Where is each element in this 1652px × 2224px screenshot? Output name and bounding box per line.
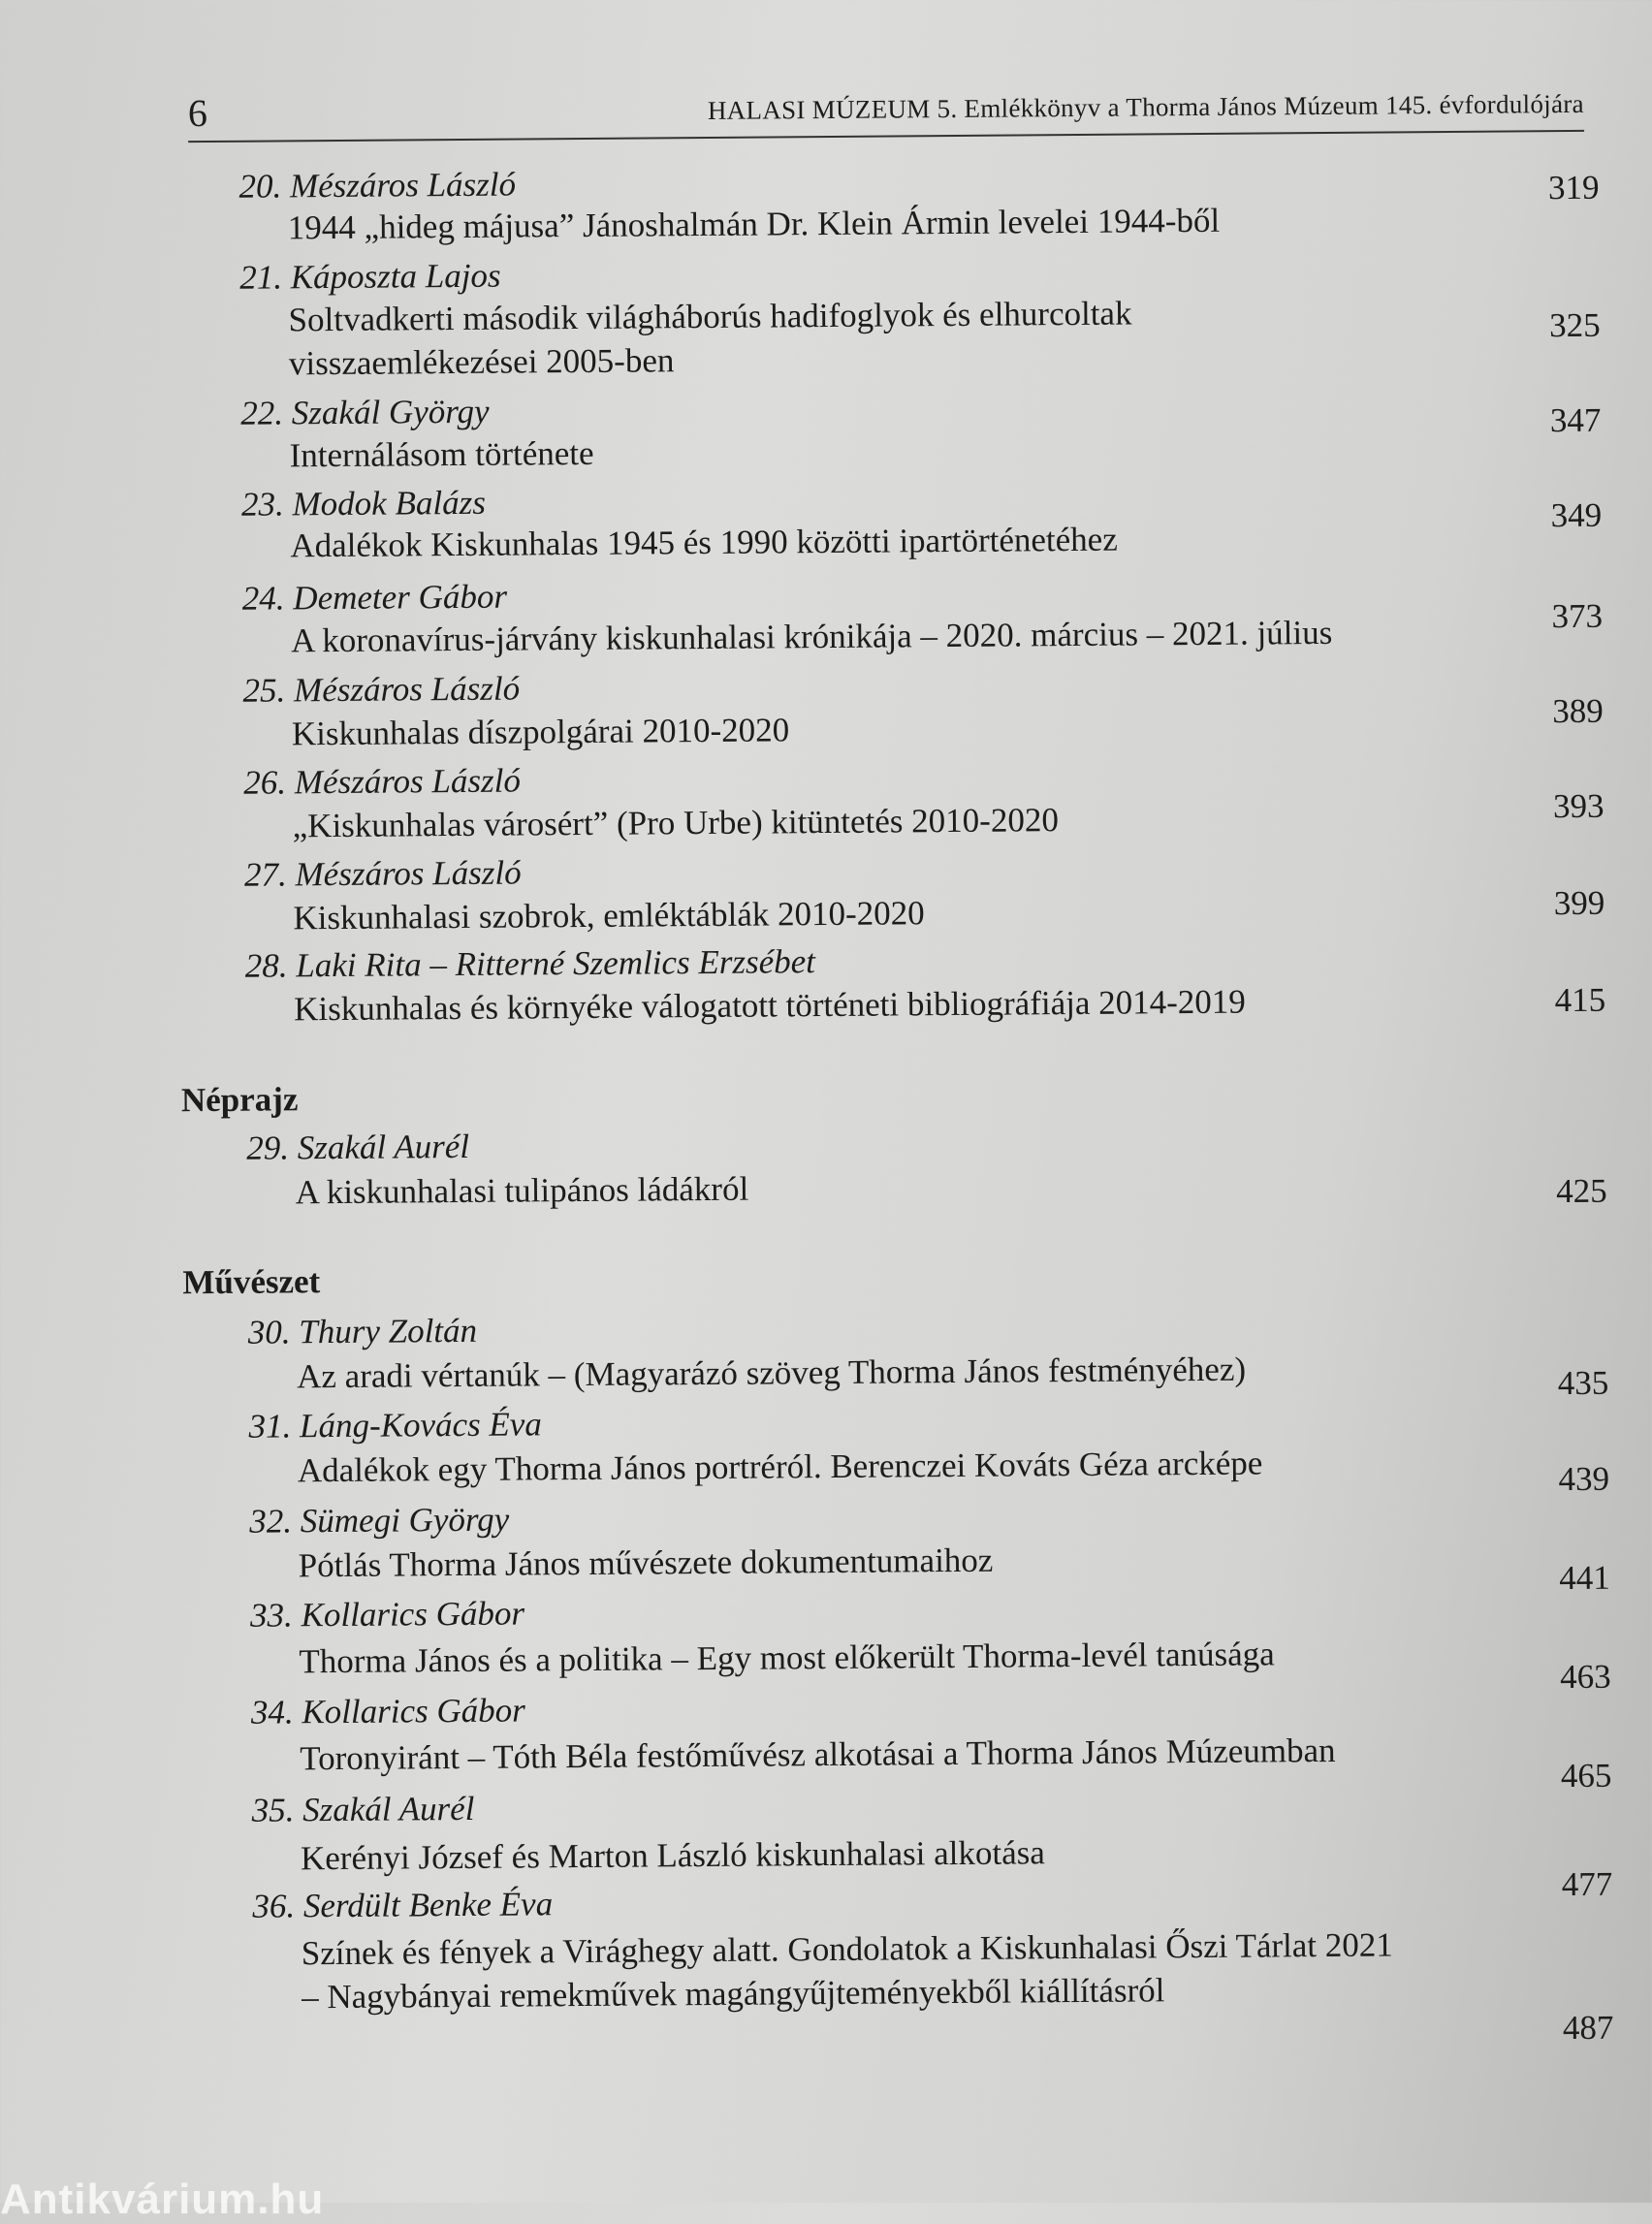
entry-title-line: – Nagybányai remekművek magángyűjteményekből kiállításról xyxy=(302,1971,1165,2017)
entry-author: 32. Sümegi György xyxy=(249,1500,510,1541)
entry-title-line: „Kiskunhalas városért” (Pro Urbe) kitüntetés 2010-2020 xyxy=(292,801,1060,845)
section-heading-neprajz: Néprajz xyxy=(180,1080,299,1120)
entry-author: 31. Láng-Kovács Éva xyxy=(248,1405,543,1446)
entry-page: 349 xyxy=(1550,495,1603,535)
entry-page: 463 xyxy=(1559,1657,1611,1697)
entry-title-line: Kiskunhalasi szobrok, emléktáblák 2010-2020 xyxy=(293,894,925,937)
entry-page: 465 xyxy=(1560,1756,1612,1795)
page-number: 6 xyxy=(187,91,208,136)
entry-title-line: Soltvadkerti második világháborús hadifoglyok és elhurcoltak xyxy=(288,294,1132,339)
entry-title-line: Kerényi József és Marton László kiskunhalasi alkotása xyxy=(300,1833,1046,1878)
entry-title-line: A kiskunhalasi tulipános ládákról xyxy=(295,1169,749,1212)
entry-title xyxy=(293,886,1543,939)
entry-page: 441 xyxy=(1559,1558,1610,1598)
running-title: HALASI MÚZEUM 5. Emlékkönyv a Thorma János Múzeum 145. évfordulójára xyxy=(707,88,1584,125)
entry-page: 325 xyxy=(1549,305,1601,345)
entry-title-line: Adalékok egy Thorma János portréról. Berenczei Kováts Géza arcképe xyxy=(297,1444,1263,1490)
entry-title xyxy=(288,196,1539,249)
entry-author: 23. Modok Balázs xyxy=(240,483,487,524)
entry-title-line: Kiskunhalas és környéke válogatott történeti bibliográfiája 2014-2019 xyxy=(294,982,1246,1029)
entry-title-line: Pótlás Thorma János művészete dokumentumaihoz xyxy=(298,1541,994,1585)
entry-title xyxy=(292,702,1542,755)
entry-title xyxy=(295,1160,1545,1214)
entry-title xyxy=(291,609,1541,662)
entry-title-line: Thorma János és a politika – Egy most előkerült Thorma-levél tanúsága xyxy=(299,1635,1275,1681)
entry-page: 439 xyxy=(1558,1459,1610,1499)
entry-title-line: Az aradi vértanúk – (Magyarázó szöveg Thorma János festményéhez) xyxy=(296,1350,1247,1396)
entry-author: 27. Mészáros László xyxy=(243,853,522,894)
entry-title-line: Internálásom története xyxy=(289,433,594,475)
entry-title xyxy=(298,1439,1548,1492)
entry-author: 20. Mészáros László xyxy=(238,165,517,206)
entry-author: 34. Kollarics Gábor xyxy=(250,1691,525,1732)
entry-page: 415 xyxy=(1554,980,1606,1020)
entry-title-line: Toronyiránt – Tóth Béla festőművész alkotásai a Thorma János Múzeumban xyxy=(300,1731,1336,1778)
entry-title xyxy=(290,514,1541,567)
entry-author: 26. Mészáros László xyxy=(243,761,522,802)
entry-title xyxy=(298,1534,1548,1587)
entry-title xyxy=(288,288,1540,385)
entry-title-line: A koronavírus-járvány kiskunhalasi krónikája – 2020. március – 2021. július xyxy=(291,613,1333,660)
entry-author: 21. Káposzta Lajos xyxy=(239,256,501,297)
entry-page: 347 xyxy=(1549,400,1602,440)
entry-page: 373 xyxy=(1551,596,1604,636)
entry-title xyxy=(292,794,1542,847)
entry-author: 35. Szakál Aurél xyxy=(251,1789,475,1829)
entry-title-line: visszaemlékezései 2005-ben xyxy=(288,341,675,383)
entry-author: 36. Serdült Benke Éva xyxy=(252,1885,554,1925)
entry-page: 399 xyxy=(1553,883,1605,923)
entry-author: 33. Kollarics Gábor xyxy=(249,1594,525,1635)
entry-author: 28. Laki Rita – Ritterné Szemlics Erzsébet xyxy=(244,942,816,985)
entry-author: 22. Szakál György xyxy=(240,392,490,432)
entry-title-line: Kiskunhalas díszpolgárai 2010-2020 xyxy=(291,711,790,753)
watermark: Antikvárium.hu xyxy=(0,2176,325,2223)
section-heading-muveszet: Művészet xyxy=(182,1262,321,1302)
entry-page: 435 xyxy=(1557,1363,1609,1403)
entry-page: 389 xyxy=(1552,691,1604,731)
entry-page: 319 xyxy=(1547,168,1600,207)
entry-title-line: Adalékok Kiskunhalas 1945 és 1990 közötti ipartörténetéhez xyxy=(290,520,1118,565)
entry-title xyxy=(289,424,1540,477)
entry-author: 30. Thury Zoltán xyxy=(247,1311,478,1351)
entry-page: 477 xyxy=(1561,1864,1613,1904)
entry-title xyxy=(301,1827,1551,1880)
entry-page: 425 xyxy=(1556,1171,1607,1211)
entry-page: 393 xyxy=(1552,786,1604,826)
entry-title xyxy=(294,977,1544,1031)
entry-title xyxy=(302,1922,1553,2018)
entry-author: 25. Mészáros László xyxy=(242,669,521,710)
entry-title xyxy=(300,1727,1550,1780)
entry-author: 24. Demeter Gábor xyxy=(241,577,508,618)
entry-title xyxy=(297,1345,1547,1398)
entry-author: 29. Szakál Aurél xyxy=(246,1127,470,1167)
entry-title-line: 1944 „hideg májusa” Jánoshalmán Dr. Klein Ármin levelei 1944-ből xyxy=(287,201,1221,247)
entry-title-line: Színek és fények a Virághegy alatt. Gondolatok a Kiskunhalasi Őszi Tárlat 2021 xyxy=(301,1925,1393,1973)
entry-page: 487 xyxy=(1562,2008,1614,2048)
page-header xyxy=(188,79,1584,143)
entry-title xyxy=(299,1630,1549,1683)
